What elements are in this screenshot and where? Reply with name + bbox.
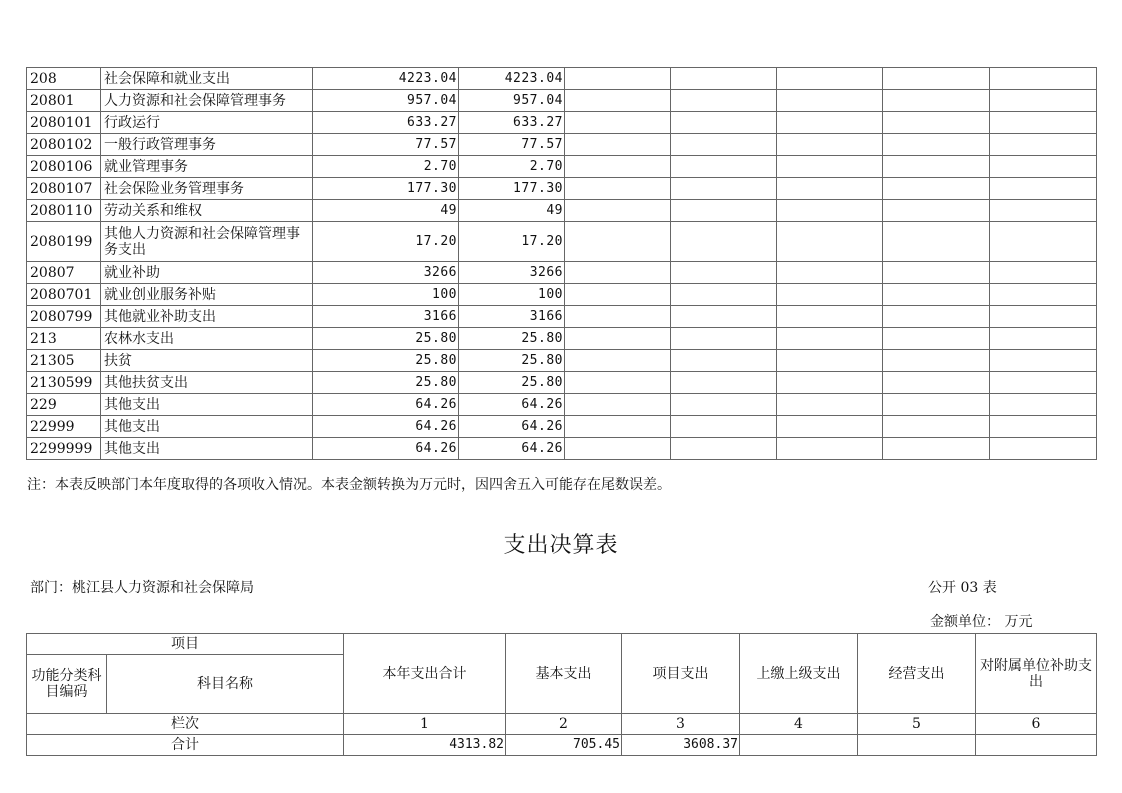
amount-unit: 金额单位： 万元 — [930, 614, 1033, 630]
row-value: 957.04 — [459, 90, 565, 112]
row-value: 3166 — [459, 306, 565, 328]
row-empty — [990, 394, 1097, 416]
row-total: 25.80 — [313, 350, 459, 372]
row-value: 49 — [459, 200, 565, 222]
row-empty — [777, 222, 883, 262]
row-empty — [990, 156, 1097, 178]
row-empty — [990, 90, 1097, 112]
row-index-label: 栏次 — [27, 714, 344, 735]
row-empty — [565, 438, 671, 460]
row-name: 劳动关系和维权 — [101, 200, 313, 222]
row-name: 行政运行 — [101, 112, 313, 134]
row-code: 2080799 — [27, 306, 101, 328]
row-value: 177.30 — [459, 178, 565, 200]
table-row — [27, 394, 1097, 416]
row-empty — [565, 262, 671, 284]
basic-amount: 705.45 — [506, 735, 622, 756]
total-amount: 4313.82 — [344, 735, 506, 756]
row-empty — [565, 328, 671, 350]
row-empty — [883, 156, 990, 178]
row-empty — [990, 416, 1097, 438]
row-empty — [883, 306, 990, 328]
row-empty — [565, 68, 671, 90]
row-empty — [565, 134, 671, 156]
row-index-cell: 2 — [506, 714, 622, 735]
business-amount — [858, 735, 976, 756]
row-name: 人力资源和社会保障管理事务 — [101, 90, 313, 112]
row-code: 20801 — [27, 90, 101, 112]
row-empty — [777, 134, 883, 156]
row-empty — [671, 178, 777, 200]
row-empty — [671, 284, 777, 306]
row-empty — [990, 262, 1097, 284]
header-basic: 基本支出 — [506, 634, 622, 714]
row-empty — [883, 328, 990, 350]
row-empty — [777, 328, 883, 350]
row-code: 2080110 — [27, 200, 101, 222]
row-empty — [990, 438, 1097, 460]
row-value: 4223.04 — [459, 68, 565, 90]
row-code: 208 — [27, 68, 101, 90]
row-index-cell: 6 — [976, 714, 1097, 735]
row-value: 25.80 — [459, 350, 565, 372]
row-total: 177.30 — [313, 178, 459, 200]
header-project: 项目 — [27, 634, 344, 655]
row-empty — [777, 90, 883, 112]
row-value: 64.26 — [459, 394, 565, 416]
row-value: 64.26 — [459, 438, 565, 460]
row-empty — [883, 416, 990, 438]
form-code: 公开 03 表 — [928, 580, 997, 596]
row-index-cell: 1 — [344, 714, 506, 735]
table-row — [27, 112, 1097, 134]
row-empty — [990, 112, 1097, 134]
row-name: 就业补助 — [101, 262, 313, 284]
row-name: 农林水支出 — [101, 328, 313, 350]
table-row — [27, 178, 1097, 200]
row-value: 64.26 — [459, 416, 565, 438]
row-empty — [990, 134, 1097, 156]
row-value: 77.57 — [459, 134, 565, 156]
row-empty — [671, 350, 777, 372]
row-name: 其他人力资源和社会保障管理事务支出 — [101, 222, 313, 262]
row-name: 其他支出 — [101, 394, 313, 416]
row-empty — [990, 68, 1097, 90]
row-code: 2080106 — [27, 156, 101, 178]
row-empty — [671, 156, 777, 178]
row-total: 2.70 — [313, 156, 459, 178]
header-upper: 上缴上级支出 — [740, 634, 858, 714]
row-code: 22999 — [27, 416, 101, 438]
row-name: 其他扶贫支出 — [101, 372, 313, 394]
row-name: 就业创业服务补贴 — [101, 284, 313, 306]
table-row — [27, 284, 1097, 306]
row-total: 25.80 — [313, 372, 459, 394]
row-empty — [565, 394, 671, 416]
row-total: 64.26 — [313, 394, 459, 416]
row-empty — [883, 350, 990, 372]
row-empty — [777, 68, 883, 90]
row-empty — [671, 306, 777, 328]
row-name: 其他支出 — [101, 438, 313, 460]
row-empty — [565, 416, 671, 438]
table-row — [27, 68, 1097, 90]
row-empty — [671, 134, 777, 156]
row-empty — [990, 372, 1097, 394]
table-row — [27, 222, 1097, 262]
row-empty — [883, 394, 990, 416]
row-total: 64.26 — [313, 438, 459, 460]
row-value: 3266 — [459, 262, 565, 284]
header-subsidy: 对附属单位补助支出 — [976, 634, 1097, 714]
row-value: 100 — [459, 284, 565, 306]
row-empty — [990, 222, 1097, 262]
row-empty — [883, 372, 990, 394]
table-row — [27, 90, 1097, 112]
row-empty — [883, 284, 990, 306]
row-empty — [990, 178, 1097, 200]
row-empty — [671, 328, 777, 350]
row-total: 17.20 — [313, 222, 459, 262]
row-name: 社会保险业务管理事务 — [101, 178, 313, 200]
row-name: 社会保障和就业支出 — [101, 68, 313, 90]
row-empty — [671, 438, 777, 460]
row-name: 就业管理事务 — [101, 156, 313, 178]
row-empty — [671, 90, 777, 112]
row-empty — [990, 306, 1097, 328]
row-empty — [565, 284, 671, 306]
row-total: 3166 — [313, 306, 459, 328]
row-empty — [883, 112, 990, 134]
row-empty — [883, 134, 990, 156]
subsidy-amount — [976, 735, 1097, 756]
row-code: 2299999 — [27, 438, 101, 460]
row-total: 3266 — [313, 262, 459, 284]
row-empty — [990, 350, 1097, 372]
row-name: 一般行政管理事务 — [101, 134, 313, 156]
row-empty — [777, 156, 883, 178]
expense-table — [26, 633, 1097, 756]
upper-amount — [740, 735, 858, 756]
row-code: 20807 — [27, 262, 101, 284]
table-row — [27, 262, 1097, 284]
row-empty — [565, 222, 671, 262]
row-empty — [565, 306, 671, 328]
row-empty — [671, 372, 777, 394]
row-total: 633.27 — [313, 112, 459, 134]
row-empty — [565, 90, 671, 112]
header-business: 经营支出 — [858, 634, 976, 714]
row-empty — [671, 112, 777, 134]
row-empty — [671, 262, 777, 284]
row-empty — [777, 178, 883, 200]
row-empty — [671, 394, 777, 416]
header-subject-name: 科目名称 — [107, 655, 344, 714]
table-row — [27, 350, 1097, 372]
row-code: 2080701 — [27, 284, 101, 306]
row-empty — [565, 200, 671, 222]
row-empty — [990, 200, 1097, 222]
row-value: 25.80 — [459, 328, 565, 350]
row-name: 扶贫 — [101, 350, 313, 372]
row-empty — [777, 262, 883, 284]
row-code: 2080102 — [27, 134, 101, 156]
row-empty — [777, 372, 883, 394]
table-row — [27, 306, 1097, 328]
row-empty — [565, 350, 671, 372]
row-empty — [671, 416, 777, 438]
row-name: 其他就业补助支出 — [101, 306, 313, 328]
row-empty — [565, 112, 671, 134]
income-detail-table — [26, 67, 1097, 460]
header-func-code: 功能分类科目编码 — [27, 655, 107, 714]
row-index-cell: 3 — [622, 714, 740, 735]
row-empty — [777, 200, 883, 222]
row-code: 213 — [27, 328, 101, 350]
row-empty — [883, 262, 990, 284]
row-empty — [883, 90, 990, 112]
expense-table-title: 支出决算表 — [503, 533, 619, 558]
row-value: 2.70 — [459, 156, 565, 178]
table-row — [27, 328, 1097, 350]
table-row — [27, 372, 1097, 394]
table-row — [27, 156, 1097, 178]
row-empty — [565, 156, 671, 178]
row-index-cell: 5 — [858, 714, 976, 735]
row-total: 100 — [313, 284, 459, 306]
row-code: 229 — [27, 394, 101, 416]
row-empty — [777, 306, 883, 328]
total-row-label: 合计 — [27, 735, 344, 756]
row-empty — [671, 200, 777, 222]
row-empty — [777, 112, 883, 134]
row-total: 957.04 — [313, 90, 459, 112]
department-label: 部门：桃江县人力资源和社会保障局 — [30, 580, 254, 596]
row-code: 2080199 — [27, 222, 101, 262]
header-total: 本年支出合计 — [344, 634, 506, 714]
row-total: 49 — [313, 200, 459, 222]
row-value: 25.80 — [459, 372, 565, 394]
row-value: 633.27 — [459, 112, 565, 134]
row-empty — [883, 438, 990, 460]
row-code: 2130599 — [27, 372, 101, 394]
table-row — [27, 200, 1097, 222]
row-empty — [883, 222, 990, 262]
row-code: 21305 — [27, 350, 101, 372]
row-empty — [565, 372, 671, 394]
row-total: 77.57 — [313, 134, 459, 156]
row-empty — [990, 328, 1097, 350]
row-empty — [671, 68, 777, 90]
row-empty — [883, 68, 990, 90]
row-empty — [671, 222, 777, 262]
row-empty — [883, 178, 990, 200]
row-code: 2080101 — [27, 112, 101, 134]
header-project-expense: 项目支出 — [622, 634, 740, 714]
row-empty — [777, 350, 883, 372]
row-total: 4223.04 — [313, 68, 459, 90]
table-row — [27, 438, 1097, 460]
row-empty — [990, 284, 1097, 306]
row-empty — [777, 416, 883, 438]
row-total: 25.80 — [313, 328, 459, 350]
row-total: 64.26 — [313, 416, 459, 438]
row-empty — [777, 394, 883, 416]
row-code: 2080107 — [27, 178, 101, 200]
row-empty — [565, 178, 671, 200]
row-empty — [777, 284, 883, 306]
table-row — [27, 416, 1097, 438]
table-row — [27, 134, 1097, 156]
row-empty — [777, 438, 883, 460]
row-value: 17.20 — [459, 222, 565, 262]
table-note: 注：本表反映部门本年度取得的各项收入情况。本表金额转换为万元时，因四舍五入可能存在尾数误差。 — [27, 477, 671, 493]
row-index-cell: 4 — [740, 714, 858, 735]
row-name: 其他支出 — [101, 416, 313, 438]
row-empty — [883, 200, 990, 222]
project-amount: 3608.37 — [622, 735, 740, 756]
